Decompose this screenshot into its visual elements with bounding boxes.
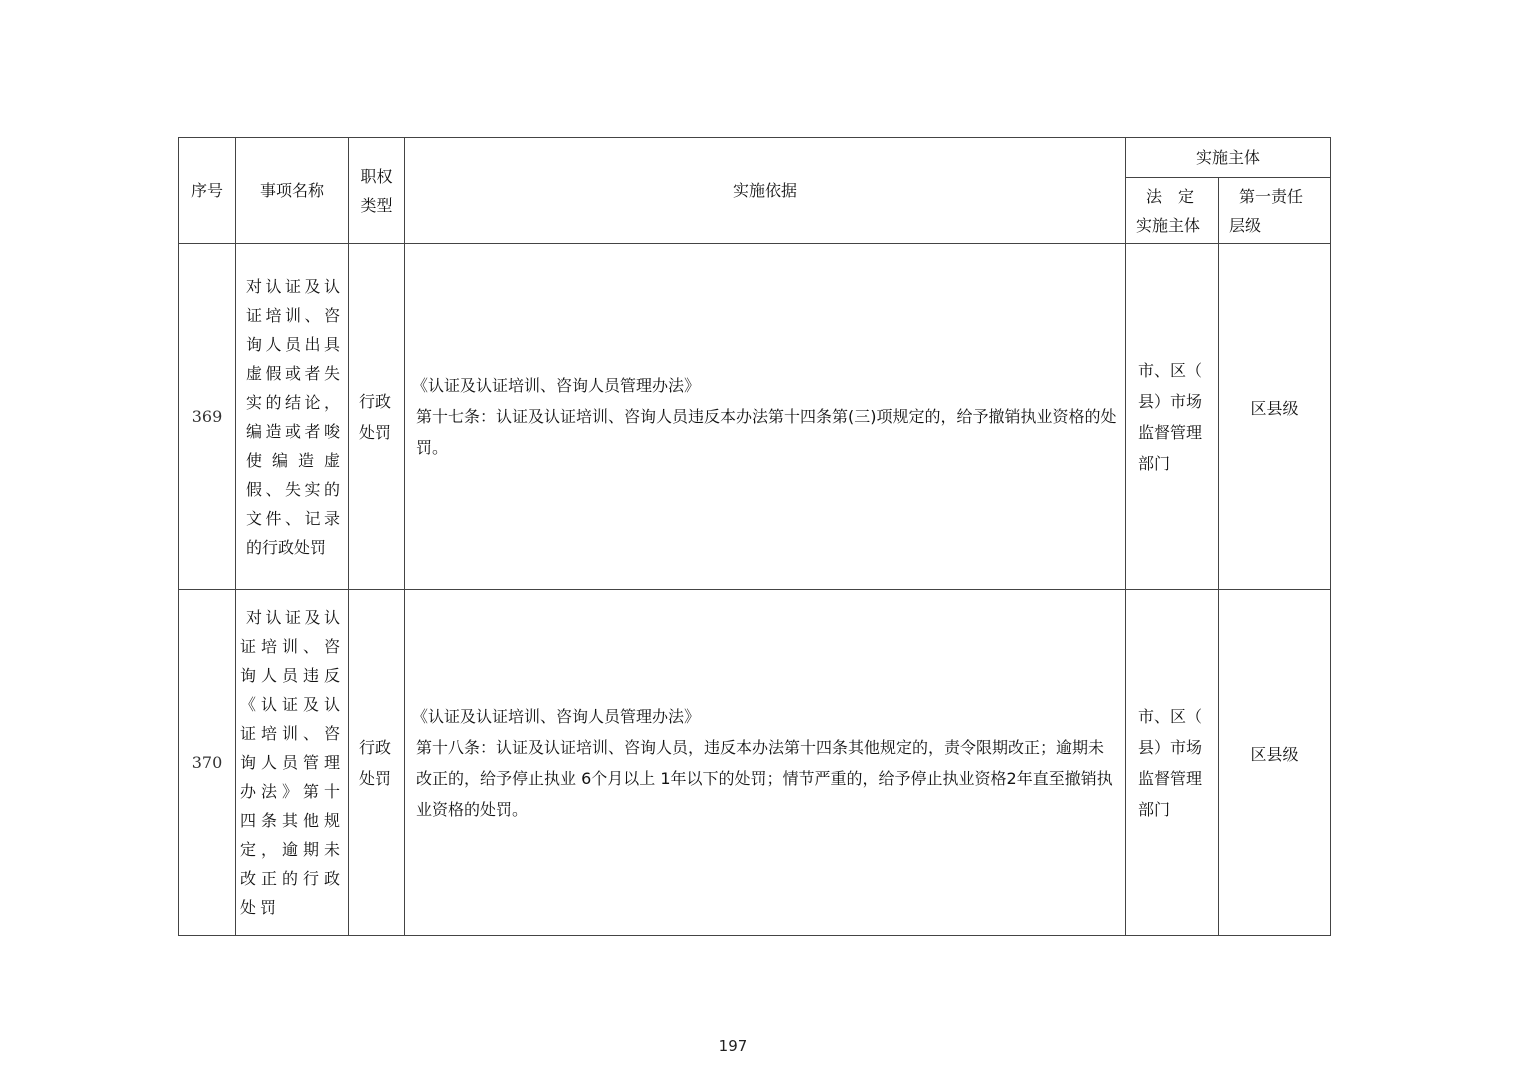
header-legal-entity-line1: 法 定 [1146, 186, 1195, 206]
basis-article-text: 第十八条：认证及认证培训、咨询人员，违反本办法第十四条其他规定的，责令限期改正；逾期未改正的，给予停止执业 6个月以上 1年以下的处罚；情节严重的，给予停止执业资格2年直至撤销执业资格的处罚。 [416, 737, 1113, 819]
entity-line: 监督管理 [1138, 422, 1203, 442]
row-item-name [236, 244, 349, 590]
row-seq: 369 [179, 244, 236, 590]
header-power-type [349, 138, 405, 244]
item-name-line: 定，逾期未 [240, 840, 340, 859]
row-seq: 370 [179, 590, 236, 936]
item-name-line: 虚假或者失 [246, 363, 340, 383]
entity-line: 县）市场 [1138, 737, 1203, 757]
header-item-name: 事项名称 [236, 138, 349, 244]
header-power-type-line1: 职权 [360, 166, 393, 186]
header-responsibility-level [1219, 178, 1331, 244]
row-responsibility-level: 区县级 [1219, 590, 1331, 936]
item-name-line: 询人员违反 [240, 666, 340, 685]
item-name-line: 编造或者唆 [246, 421, 340, 441]
table-header [179, 138, 1331, 244]
item-name-line: 办法》第十 [240, 782, 340, 801]
entity-line: 市、区（ [1138, 360, 1203, 380]
enforcement-items-table [178, 137, 1331, 936]
item-name-line: 证培训、咨 [240, 724, 340, 743]
entity-line: 部门 [1138, 453, 1171, 473]
item-name-line: 《认证及认 [240, 695, 340, 714]
item-name-line: 改正的行政 [240, 869, 340, 888]
item-name-line: 实的结论， [246, 392, 340, 412]
item-name-line: 对认证及认 [246, 608, 340, 627]
item-name-line: 处罚 [240, 898, 281, 917]
entity-line: 县）市场 [1138, 391, 1203, 411]
entity-line: 监督管理 [1138, 768, 1203, 788]
item-name-line: 对认证及认 [246, 276, 340, 296]
row-power-type [349, 244, 405, 590]
power-type-line2: 处罚 [359, 422, 392, 442]
item-name-line: 证培训、咨 [246, 305, 340, 325]
row-legal-entity [1126, 244, 1219, 590]
row-power-type [349, 590, 405, 936]
header-power-type-line2: 类型 [360, 195, 393, 215]
header-responsibility-level-line1: 第一责任 [1239, 186, 1304, 206]
entity-line: 市、区（ [1138, 706, 1203, 726]
page-number: 197 [718, 1037, 748, 1055]
basis-article-text: 第十七条：认证及认证培训、咨询人员违反本办法第十四条第(三)项规定的，给予撤销执业资格的处罚。 [416, 407, 1117, 457]
item-name-line: 询人员出具 [246, 334, 340, 354]
row-basis [405, 590, 1126, 936]
item-name-line: 的行政处罚 [246, 537, 327, 557]
header-responsibility-level-line2: 层级 [1229, 215, 1262, 235]
table-row [179, 244, 1331, 590]
power-type-line2: 处罚 [359, 768, 392, 788]
table-row [179, 590, 1331, 936]
item-name-line: 文件、记录 [246, 508, 340, 528]
item-name-line: 四条其他规 [240, 811, 340, 830]
power-type-line1: 行政 [359, 391, 392, 411]
basis-regulation-title: 《认证及认证培训、咨询人员管理办法》 [412, 706, 701, 726]
header-legal-entity-line2: 实施主体 [1136, 215, 1201, 235]
row-basis [405, 244, 1126, 590]
header-basis: 实施依据 [405, 138, 1126, 244]
row-legal-entity [1126, 590, 1219, 936]
entity-line: 部门 [1138, 799, 1171, 819]
item-name-line: 使编造虚 [246, 450, 340, 470]
item-name-line: 询人员管理 [240, 753, 340, 772]
basis-regulation-title: 《认证及认证培训、咨询人员管理办法》 [412, 376, 701, 395]
row-responsibility-level: 区县级 [1219, 244, 1331, 590]
item-name-line: 证培训、咨 [240, 637, 340, 656]
row-item-name [236, 590, 349, 936]
power-type-line1: 行政 [359, 737, 392, 757]
header-legal-entity [1126, 178, 1219, 244]
item-name-line: 假、失实的 [246, 479, 340, 499]
header-seq: 序号 [179, 138, 236, 244]
header-implementing-entity: 实施主体 [1126, 138, 1331, 178]
